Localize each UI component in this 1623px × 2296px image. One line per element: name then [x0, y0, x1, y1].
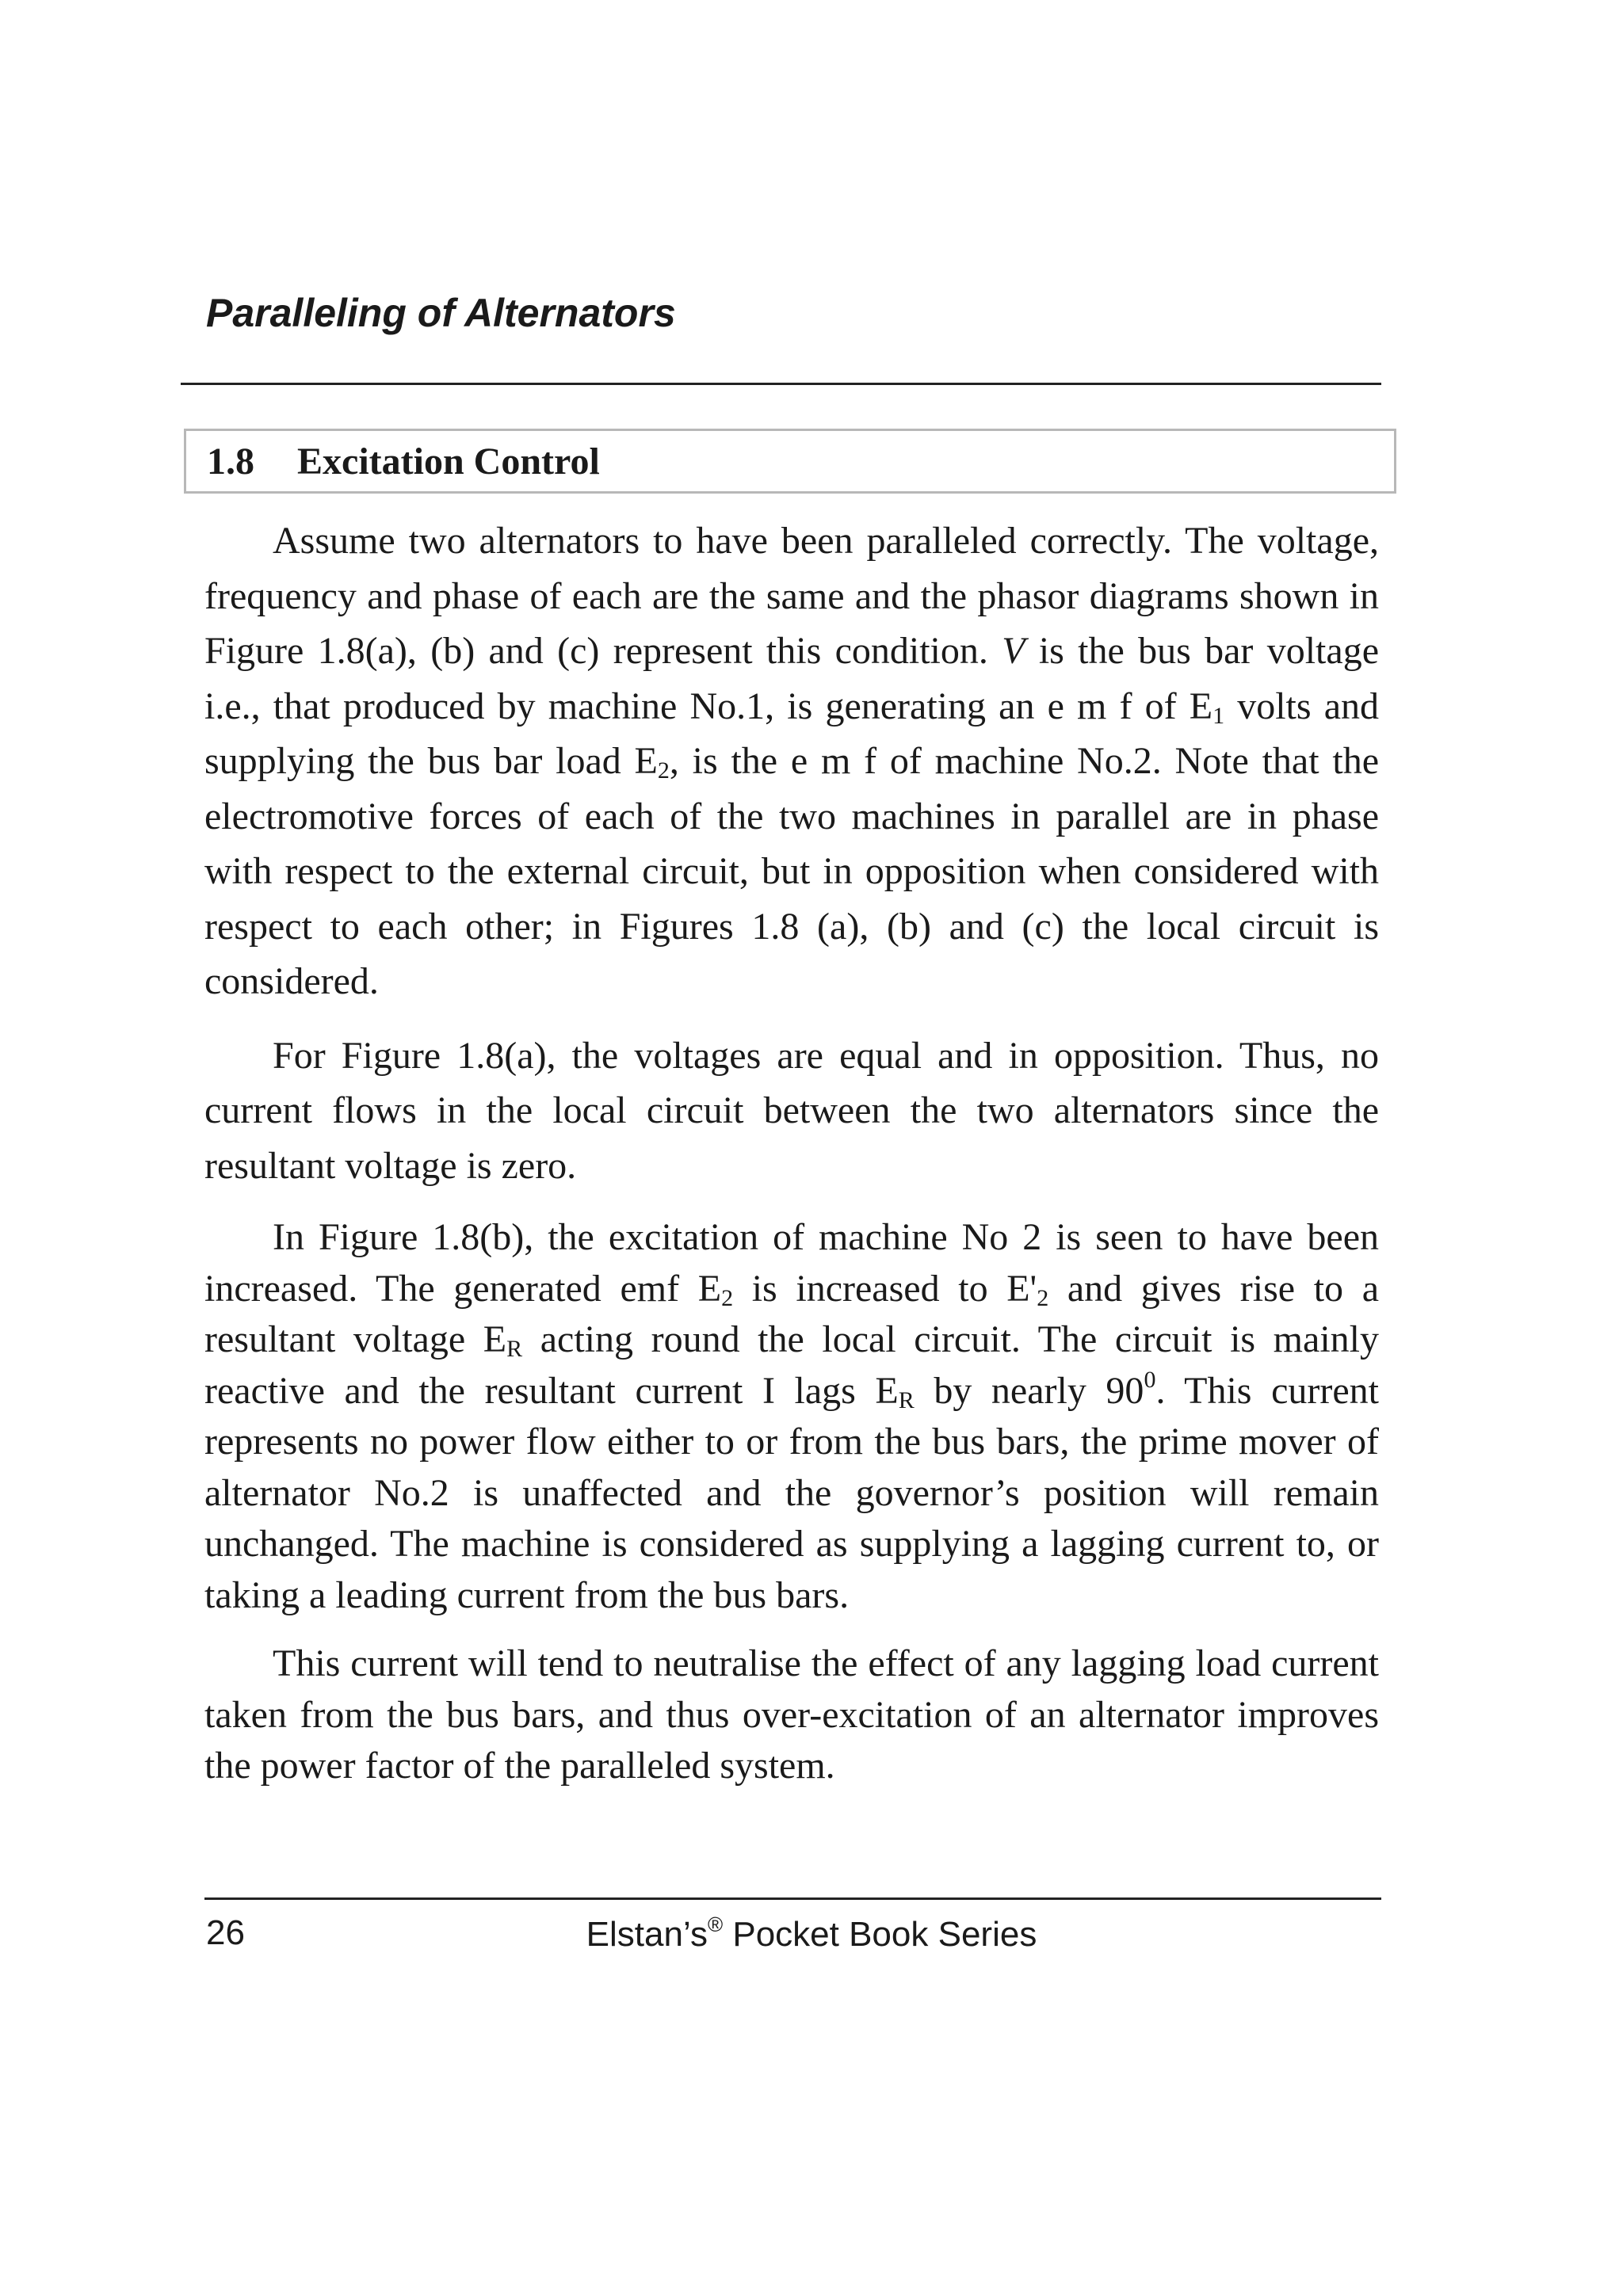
- header-rule: [181, 383, 1381, 385]
- section-number: 1.8: [207, 440, 254, 482]
- paragraph: Assume two alternators to have been paralleled correctly. The voltage, frequency and phase of each are the same and the phasor diagrams shown in Figure 1.8(a), (b) and (c) represent this condition. V is the bus bar voltage i.e., that produced by machine No.1, is generating an e m f of $E_1$ volts and supplying the bus bar load $E_2$, is the e m f of machine No.2. Note that the electromotive forces of each of the two machines in parallel are in phase with respect to the external circuit, but in opposition when considered with respect to each other; in Figures 1.8 (a), (b) and (c) the local circuit is considered.: [204, 520, 1380, 1002]
- section-heading: [184, 429, 1396, 494]
- paragraph: For Figure 1.8(a), the voltages are equal and in opposition. Thus, no current flows in the local circuit between the two alternators since the resultant voltage is zero.: [204, 1034, 1379, 1187]
- paragraph: This current will tend to neutralise the effect of any lagging load current taken from the bus bars, and thus over-excitation of an alternator improves the power factor of the paralleled system.: [204, 1642, 1379, 1787]
- running-head-title: Paralleling of Alternators: [206, 291, 676, 335]
- variable-v: V: [1002, 630, 1025, 672]
- page-number: 26: [206, 1913, 245, 1952]
- footer-series-name: Elstan’s® Pocket Book Series: [586, 1913, 1037, 1954]
- footer-rule: [204, 1897, 1381, 1900]
- section-title: Excitation Control: [297, 440, 600, 482]
- paragraph: In Figure 1.8(b), the excitation of machine No 2 is seen to have been increased. The generated emf $E_2$ is increased to $E'_2$ and gives rise to a resultant voltage $E_R$ acting round the local circuit. The circuit is mainly reactive and the resultant current I lags $E_R$ by nearly $90^0$. This current represents no power flow either to or from the bus bars, the prime mover of alternator No.2 is unaffected and the governor’s position will remain unchanged. The machine is considered as supplying a lagging current to, or taking a leading current from the bus bars.: [204, 1216, 1380, 1616]
- registered-mark: ®: [707, 1913, 724, 1936]
- body-text: [204, 513, 1379, 1810]
